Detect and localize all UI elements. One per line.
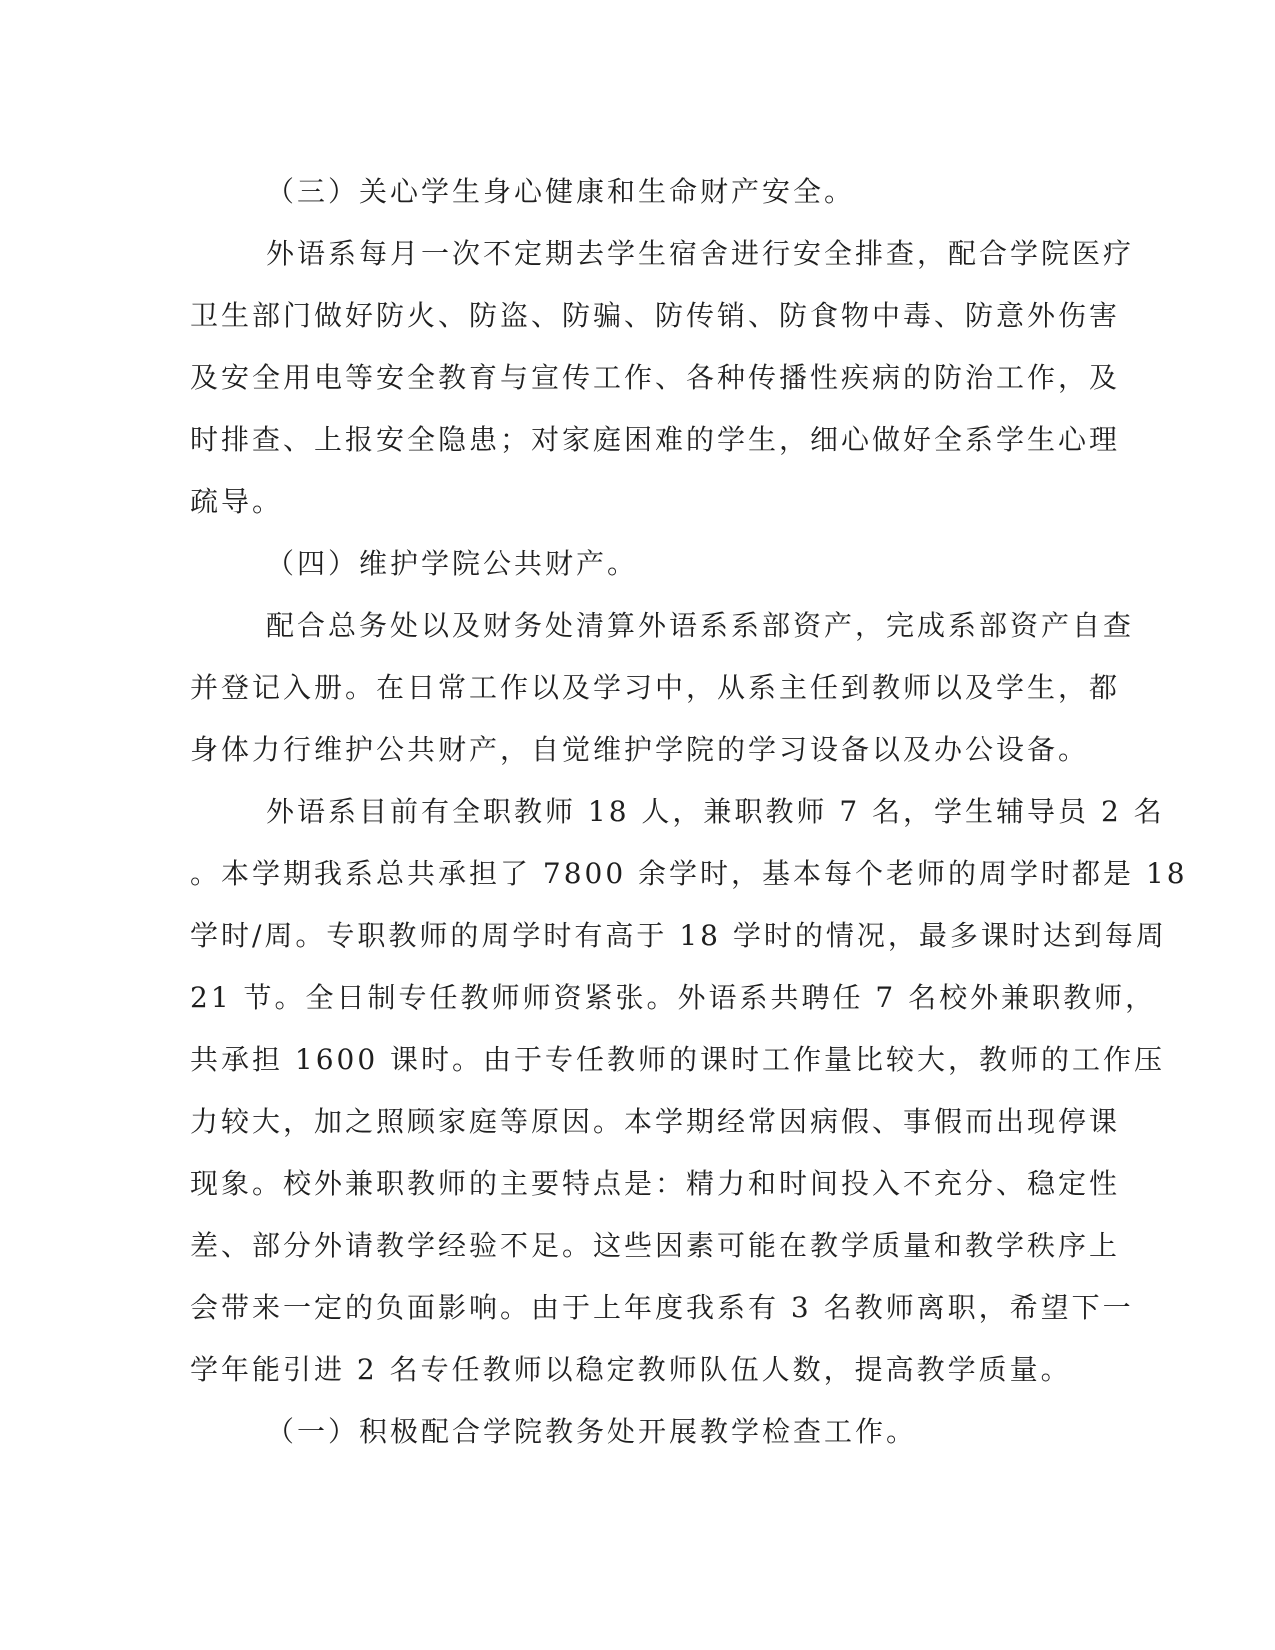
paragraph-line: 及安全用电等安全教育与宣传工作、各种传播性疾病的防治工作，及 [190,361,1121,394]
paragraph-line: 学时/周。专职教师的周学时有高于 18 学时的情况，最多课时达到每周 [190,919,1167,952]
paragraph-line: 身体力行维护公共财产，自觉维护学院的学习设备以及办公设备。 [190,733,1090,766]
paragraph-line: 现象。校外兼职教师的主要特点是：精力和时间投入不充分、稳定性 [190,1167,1121,1200]
section-heading-1: （一）积极配合学院教务处开展教学检查工作。 [266,1415,918,1448]
paragraph-line: 。本学期我系总共承担了 7800 余学时，基本每个老师的周学时都是 18 [190,857,1188,890]
paragraph-line: 外语系每月一次不定期去学生宿舍进行安全排查，配合学院医疗 [266,237,1135,270]
paragraph-line: 疏导。 [190,485,284,518]
document-body [190,161,1188,1463]
paragraph-line: 并登记入册。在日常工作以及学习中，从系主任到教师以及学生，都 [190,671,1121,704]
section-heading-4: （四）维护学院公共财产。 [266,547,639,580]
paragraph-line: 卫生部门做好防火、防盗、防骗、防传销、防食物中毒、防意外伤害 [190,299,1121,332]
paragraph-line: 21 节。全日制专任教师师资紧张。外语系共聘任 7 名校外兼职教师， [190,981,1157,1014]
paragraph-line: 共承担 1600 课时。由于专任教师的课时工作量比较大，教师的工作压 [190,1043,1166,1076]
paragraph-line: 学年能引进 2 名专任教师以稳定教师队伍人数，提高教学质量。 [190,1353,1072,1386]
paragraph-line: 会带来一定的负面影响。由于上年度我系有 3 名教师离职，希望下一 [190,1291,1134,1324]
paragraph-line: 力较大，加之照顾家庭等原因。本学期经常因病假、事假而出现停课 [190,1105,1121,1138]
paragraph-line: 差、部分外请教学经验不足。这些因素可能在教学质量和教学秩序上 [190,1229,1121,1262]
section-heading-3: （三）关心学生身心健康和生命财产安全。 [266,175,856,208]
paragraph-line: 时排查、上报安全隐患；对家庭困难的学生，细心做好全系学生心理 [190,423,1121,456]
paragraph-line: 配合总务处以及财务处清算外语系系部资产，完成系部资产自查 [266,609,1135,642]
paragraph-line: 外语系目前有全职教师 18 人，兼职教师 7 名，学生辅导员 2 名 [266,795,1165,828]
